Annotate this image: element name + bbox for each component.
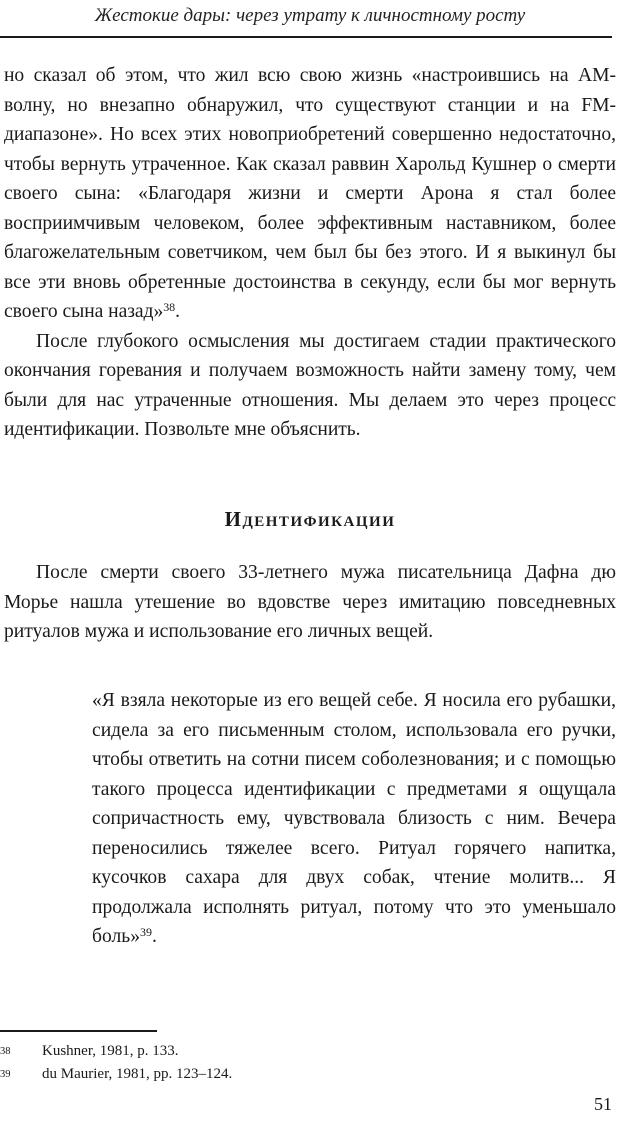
quote-end: . (152, 926, 157, 947)
footnote-39 (0, 1063, 600, 1086)
section-heading: Идентификации (224, 507, 396, 531)
page-number: 51 (594, 1094, 612, 1114)
running-title: Жестокие дары: через утрату к личностному росту (94, 5, 526, 26)
paragraph-1 (4, 61, 616, 327)
section-paragraph-1: После смерти своего 33-летнего мужа писательница Дафна дю Морье нашла утешение во вдовстве через имитацию повседневных ритуалов мужа и использование его личных вещей. (4, 562, 616, 642)
footnote-text: du Maurier, 1981, pp. 123–124. (42, 1066, 233, 1082)
quote-text: «Я взяла некоторые из его вещей себе. Я носила его рубашки, сидела за его письменным столом, использовала его ручки, чтобы ответить на сотни писем соболезнования; и с помощью такого процесса идентификации с предметами я ощущала сопричастность ему, чувствовала близость с ним. Вечера переносились тяжелее всего. Ритуал горячего напитка, кусочков сахара для двух собак, чтение молитв... Я продолжала исполнять ритуал, потому что это уменьшало боль» (92, 690, 616, 947)
paragraph-1-end: . (175, 301, 180, 322)
footnote-rule (0, 1030, 157, 1032)
footnote-text: Kushner, 1981, p. 133. (42, 1043, 179, 1059)
footnote-38 (0, 1040, 600, 1063)
paragraph-1-text: но сказал об этом, что жил всю свою жизнь «настроившись на АМ-волну, но внезапно обнаружил, что существуют станции и на FM-диапазоне». Но всех этих новоприобретений совершенно недостаточно, чтобы вернуть утраченное. Как сказал раввин Харольд Кушнер о смерти своего сына: «Благодаря жизни и смерти Арона я стал более восприимчивым человеком, более эффективным наставником, более благожелательным советчиком, чем был бы без этого. И я выкинул бы все эти вновь обретенные достоинства в секунду, если бы мог вернуть своего сына назад» (4, 65, 616, 322)
quote-paragraph (92, 686, 616, 952)
header-rule (0, 36, 612, 38)
footnote-ref-38[interactable]: 38 (163, 300, 176, 314)
paragraph-2: После глубокого осмысления мы достигаем стадии практического окончания горевания и получаем возможность найти замену тому, чем были для нас утраченные отношения. Мы делаем это через процесс идентификации. Позвольте мне объяснить. (4, 330, 616, 440)
body-text (4, 61, 616, 445)
block-quote (92, 686, 616, 952)
footnote-ref-39[interactable]: 39 (140, 925, 153, 939)
footnotes (0, 1040, 600, 1086)
footnote-number: 38 (0, 1046, 11, 1057)
footnote-number: 39 (0, 1069, 11, 1080)
section-body (4, 558, 616, 647)
